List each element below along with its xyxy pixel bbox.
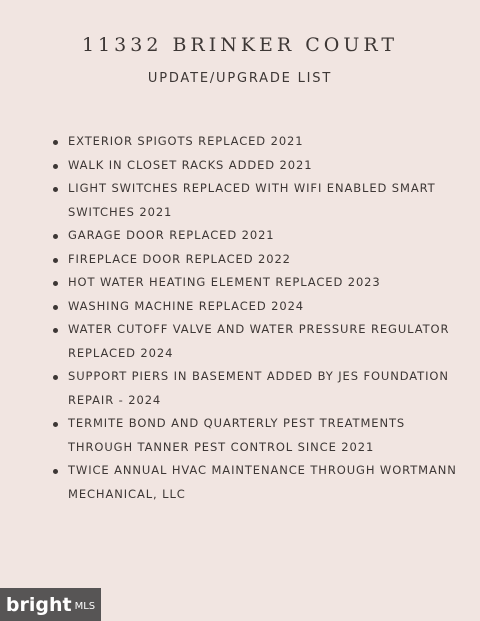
- page-subtitle: UPDATE/UPGRADE LIST: [147, 71, 333, 86]
- list-item-text: EXTERIOR SPIGOTS REPLACED 2021: [68, 134, 304, 148]
- bullet-icon: [53, 187, 58, 192]
- bullet-icon: [53, 164, 58, 169]
- list-item: [52, 295, 462, 319]
- list-item: [52, 224, 462, 248]
- list-item: [52, 271, 462, 295]
- list-item: [52, 365, 462, 412]
- bullet-icon: [53, 328, 58, 333]
- list-item-text: WALK IN CLOSET RACKS ADDED 2021: [68, 157, 313, 172]
- bullet-icon: [53, 422, 58, 427]
- list-item-text: LIGHT SWITCHES REPLACED WITH WIFI ENABLED SMART SWITCHES 2021: [68, 181, 436, 219]
- bullet-icon: [53, 234, 58, 239]
- watermark-suffix: MLS: [74, 601, 96, 612]
- list-item-text: WASHING MACHINE REPLACED 2024: [68, 298, 304, 313]
- bullet-icon: [53, 375, 58, 380]
- page-title: 11332 BRINKER COURT: [81, 34, 399, 56]
- watermark-brand: bright: [5, 593, 72, 616]
- update-list: [52, 130, 462, 506]
- bullet-icon: [53, 140, 58, 145]
- list-item: [52, 318, 462, 365]
- list-item: [52, 459, 462, 506]
- list-item-text: TERMITE BOND AND QUARTERLY PEST TREATMENTS THROUGH TANNER PEST CONTROL SINCE 2021: [68, 416, 406, 454]
- list-item-text: FIREPLACE DOOR REPLACED 2022: [68, 251, 291, 266]
- bullet-icon: [53, 258, 58, 263]
- list-item-text: WATER CUTOFF VALVE AND WATER PRESSURE REGULATOR REPLACED 2024: [68, 322, 450, 360]
- bullet-icon: [53, 281, 58, 286]
- list-item: [52, 154, 462, 178]
- bright-mls-watermark: [0, 588, 101, 621]
- list-item: [52, 248, 462, 272]
- list-item: [52, 412, 462, 459]
- list-item-text: SUPPORT PIERS IN BASEMENT ADDED BY JES FOUNDATION REPAIR - 2024: [68, 369, 449, 407]
- list-item: [52, 177, 462, 224]
- bullet-icon: [53, 469, 58, 474]
- list-item: [52, 130, 462, 154]
- bullet-icon: [53, 305, 58, 310]
- list-item-text: TWICE ANNUAL HVAC MAINTENANCE THROUGH WORTMANN MECHANICAL, LLC: [68, 463, 457, 501]
- list-item-text: HOT WATER HEATING ELEMENT REPLACED 2023: [68, 275, 381, 289]
- list-item-text: GARAGE DOOR REPLACED 2021: [68, 228, 275, 242]
